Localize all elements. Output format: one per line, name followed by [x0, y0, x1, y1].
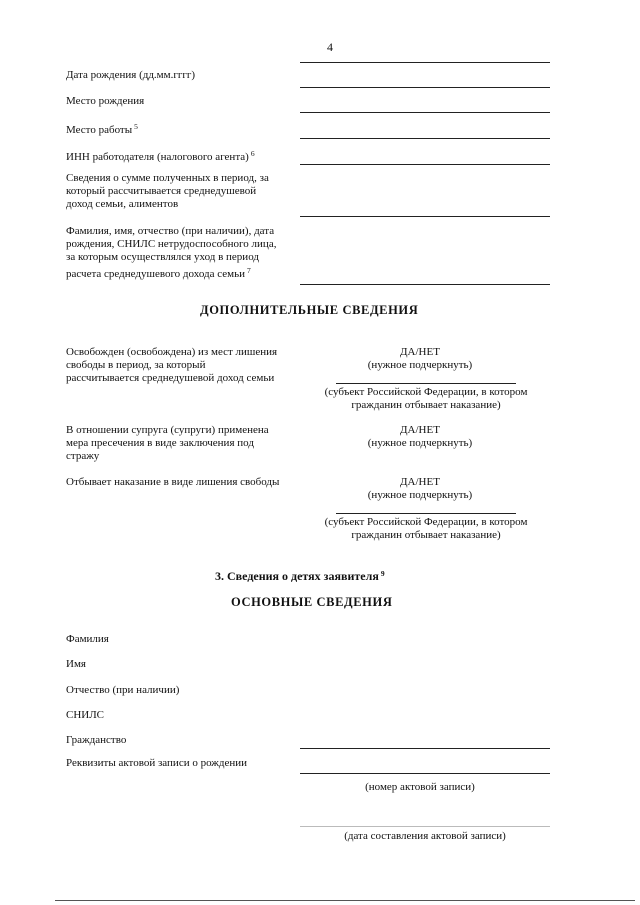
field-line-citizenship[interactable] [300, 748, 550, 749]
section-title-children: 3. Сведения о детях заявителя $^9$ [215, 569, 385, 583]
footnote-marker: 5 [134, 122, 138, 131]
question-custody: В отношении супруга (супруги) применена мера пресечения в виде заключения под стражу [66, 424, 269, 462]
field-label-birth-place: Место рождения [66, 95, 145, 107]
field-line-record-number[interactable] [300, 773, 550, 774]
field-label-workplace: Место работы $^5$ [66, 122, 138, 136]
field-line-subject-2[interactable] [336, 513, 516, 514]
field-line-workplace[interactable] [300, 138, 550, 139]
field-label-alimony: Сведения о сумме полученных в период, за который рассчитывается среднедушевой доход семьи, алиментов [66, 172, 269, 210]
field-line-employer-inn[interactable] [300, 164, 550, 165]
field-line-birth-date[interactable] [300, 87, 550, 88]
caption-record-number: (номер актовой записи) [365, 781, 475, 793]
field-label-caregiver: Фамилия, имя, отчество (при наличии), дата рождения, СНИЛС нетрудоспособного лица, за которым осуществлялся уход в период расчета среднедушевого дохода семьи $^7$ [66, 225, 277, 280]
question-serving: Отбывает наказание в виде лишения свободы [66, 476, 280, 488]
hint-serving: (нужное подчеркнуть) [367, 489, 473, 501]
subject-note-2: (субъект Российской Федерации, в котором гражданин отбывает наказание) [324, 516, 528, 541]
heading-basic: ОСНОВНЫЕ СВЕДЕНИЯ [231, 595, 393, 609]
field-line-caregiver[interactable] [300, 284, 550, 285]
answer-custody[interactable]: ДА/НЕТ [400, 424, 440, 436]
page-number: 4 [327, 40, 333, 54]
caption-record-date: (дата составления актовой записи) [344, 830, 506, 842]
field-line-subject-1[interactable] [336, 383, 516, 384]
page-bottom-border [55, 900, 635, 901]
field-label-birth-date: Дата рождения (дд.мм.гггг) [66, 69, 196, 81]
field-label-snils: СНИЛС [66, 709, 105, 721]
field-label-name: Имя [66, 658, 86, 670]
question-released: Освобожден (освобождена) из мест лишения свободы в период, за который рассчитывается среднедушевой доход семьи [66, 346, 278, 384]
footnote-marker: 6 [250, 149, 255, 158]
hint-released: (нужное подчеркнуть) [367, 359, 473, 371]
answer-released[interactable]: ДА/НЕТ [400, 346, 440, 358]
heading-additional: ДОПОЛНИТЕЛЬНЫЕ СВЕДЕНИЯ [200, 303, 419, 317]
answer-serving[interactable]: ДА/НЕТ [400, 476, 440, 488]
field-label-employer-inn: ИНН работодателя (налогового агента) $^6$ [66, 149, 255, 163]
field-line-birth-place[interactable] [300, 112, 550, 113]
field-label-patronymic: Отчество (при наличии) [66, 684, 180, 696]
field-label-surname: Фамилия [66, 633, 109, 645]
field-line-record-date[interactable] [300, 826, 550, 827]
subject-note-1: (субъект Российской Федерации, в котором гражданин отбывает наказание) [324, 386, 528, 411]
field-line-top [300, 62, 550, 63]
footnote-marker: 7 [247, 266, 251, 275]
field-label-birth-record: Реквизиты актовой записи о рождении [66, 757, 248, 769]
footnote-marker: 9 [380, 569, 385, 578]
hint-custody: (нужное подчеркнуть) [367, 437, 473, 449]
field-line-alimony[interactable] [300, 216, 550, 217]
field-label-citizenship: Гражданство [66, 734, 127, 746]
